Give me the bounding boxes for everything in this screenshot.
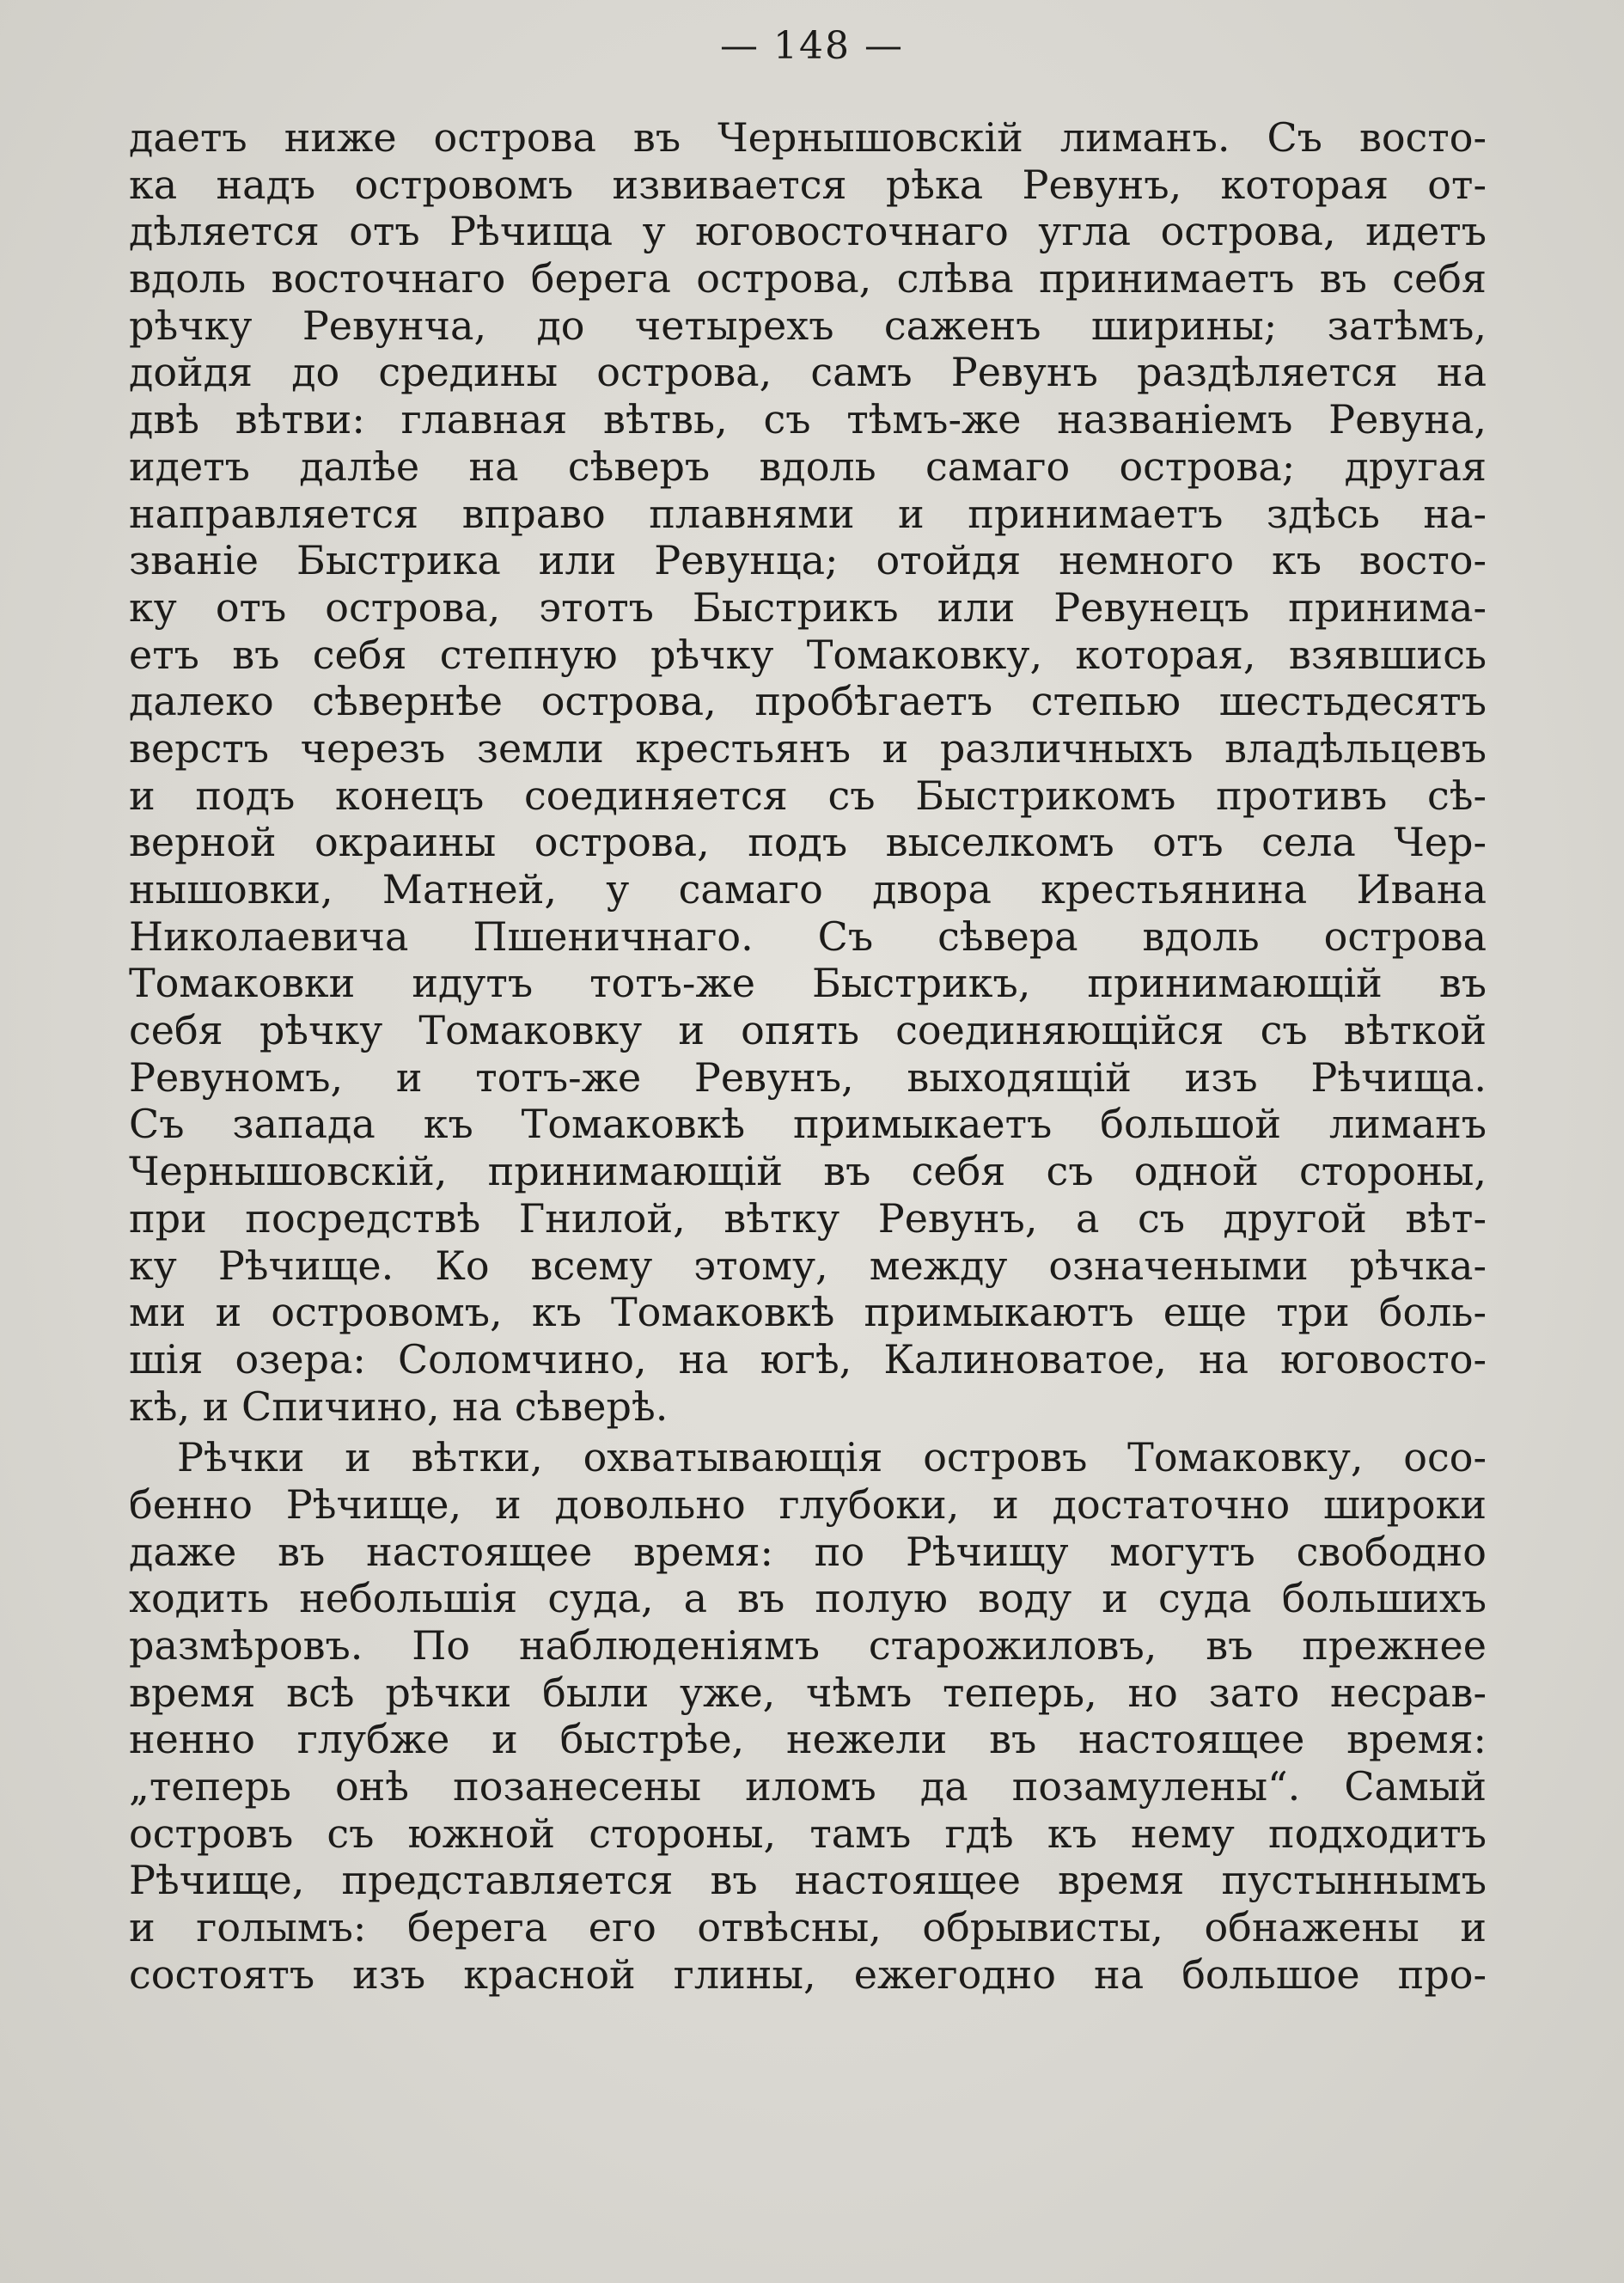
text-line: идетъ далѣе на сѣверъ вдоль самаго острова; другая <box>129 443 1487 490</box>
text-line: дойдя до средины острова, самъ Ревунъ раздѣляется на <box>129 349 1487 396</box>
text-line: размѣровъ. По наблюденіямъ старожиловъ, въ прежнее <box>129 1622 1487 1669</box>
page-number: — 148 — <box>720 24 904 68</box>
paragraph-2 <box>129 1434 1487 1998</box>
text-line: „теперь онѣ позанесены иломъ да позамулены“. Самый <box>129 1763 1487 1810</box>
text-line: островъ съ южной стороны, тамъ гдѣ къ нему подходитъ <box>129 1810 1487 1857</box>
text-line: время всѣ рѣчки были уже, чѣмъ теперь, но зато несрав- <box>129 1669 1487 1716</box>
text-line: ходить небольшія суда, а въ полую воду и суда большихъ <box>129 1575 1487 1622</box>
text-line: ми и островомъ, къ Томаковкѣ примыкаютъ еще три боль- <box>129 1289 1487 1336</box>
text-line: Томаковки идутъ тотъ-же Быстрикъ, принимающій въ <box>129 960 1487 1007</box>
text-line: ку Рѣчище. Ко всему этому, между означеными рѣчка- <box>129 1242 1487 1289</box>
text-line: даетъ ниже острова въ Чернышовскій лиманъ. Съ восто- <box>129 114 1487 161</box>
text-line: двѣ вѣтви: главная вѣтвь, съ тѣмъ-же названіемъ Ревуна, <box>129 396 1487 443</box>
text-line: Съ запада къ Томаковкѣ примыкаетъ большой лиманъ <box>129 1101 1487 1148</box>
body-text <box>129 114 1487 1999</box>
text-line: Рѣчки и вѣтки, охватывающія островъ Томаковку, осо- <box>177 1434 1487 1481</box>
text-line: состоятъ изъ красной глины, ежегодно на большое про- <box>129 1950 1487 1998</box>
text-line: ненно глубже и быстрѣе, нежели въ настоящее время: <box>129 1716 1487 1763</box>
text-line: Чернышовскій, принимающій въ себя съ одной стороны, <box>129 1148 1487 1195</box>
text-line: верной окраины острова, подъ выселкомъ отъ села Чер- <box>129 819 1487 866</box>
text-line: далеко сѣвернѣе острова, пробѣгаетъ степью шестьдесятъ <box>129 678 1487 725</box>
text-line: ка надъ островомъ извивается рѣка Ревунъ, которая от- <box>129 161 1487 208</box>
text-line: нышовки, Матней, у самаго двора крестьянина Ивана <box>129 866 1487 913</box>
text-line: шія озера: Соломчино, на югѣ, Калиноватое, на юговосто- <box>129 1335 1487 1383</box>
text-line: верстъ черезъ земли крестьянъ и различныхъ владѣльцевъ <box>129 724 1487 772</box>
text-line: Ревуномъ, и тотъ-же Ревунъ, выходящій изъ Рѣчища. <box>129 1053 1487 1101</box>
text-line: дѣляется отъ Рѣчища у юговосточнаго угла острова, идетъ <box>129 208 1487 255</box>
text-line: даже въ настоящее время: по Рѣчищу могутъ свободно <box>129 1528 1487 1575</box>
text-line: етъ въ себя степную рѣчку Томаковку, которая, взявшись <box>129 631 1487 678</box>
text-line: званіе Быстрика или Ревунца; отойдя немного къ восто- <box>129 537 1487 584</box>
text-line: Рѣчище, представляется въ настоящее время пустыннымъ <box>129 1857 1487 1904</box>
text-line: и подъ конецъ соединяется съ Быстрикомъ противъ сѣ- <box>129 772 1487 819</box>
text-line: кѣ, и Спичино, на сѣверѣ. <box>129 1383 669 1430</box>
text-line: Николаевича Пшеничнаго. Съ сѣвера вдоль острова <box>129 913 1487 960</box>
paragraph-1 <box>129 114 1487 1430</box>
text-line: ку отъ острова, этотъ Быстрикъ или Ревунецъ принима- <box>129 583 1487 631</box>
text-line: рѣчку Ревунча, до четырехъ саженъ ширины; затѣмъ, <box>129 302 1487 349</box>
text-line: при посредствѣ Гнилой, вѣтку Ревунъ, а съ другой вѣт- <box>129 1194 1487 1242</box>
text-line: вдоль восточнаго берега острова, слѣва принимаетъ въ себя <box>129 255 1487 302</box>
text-line: и голымъ: берега его отвѣсны, обрывисты, обнажены и <box>129 1904 1487 1951</box>
text-line: бенно Рѣчище, и довольно глубоки, и достаточно широки <box>129 1480 1487 1528</box>
text-line: направляется вправо плавнями и принимаетъ здѣсь на- <box>129 490 1487 537</box>
text-line: себя рѣчку Томаковку и опять соединяющійся съ вѣткой <box>129 1007 1487 1054</box>
